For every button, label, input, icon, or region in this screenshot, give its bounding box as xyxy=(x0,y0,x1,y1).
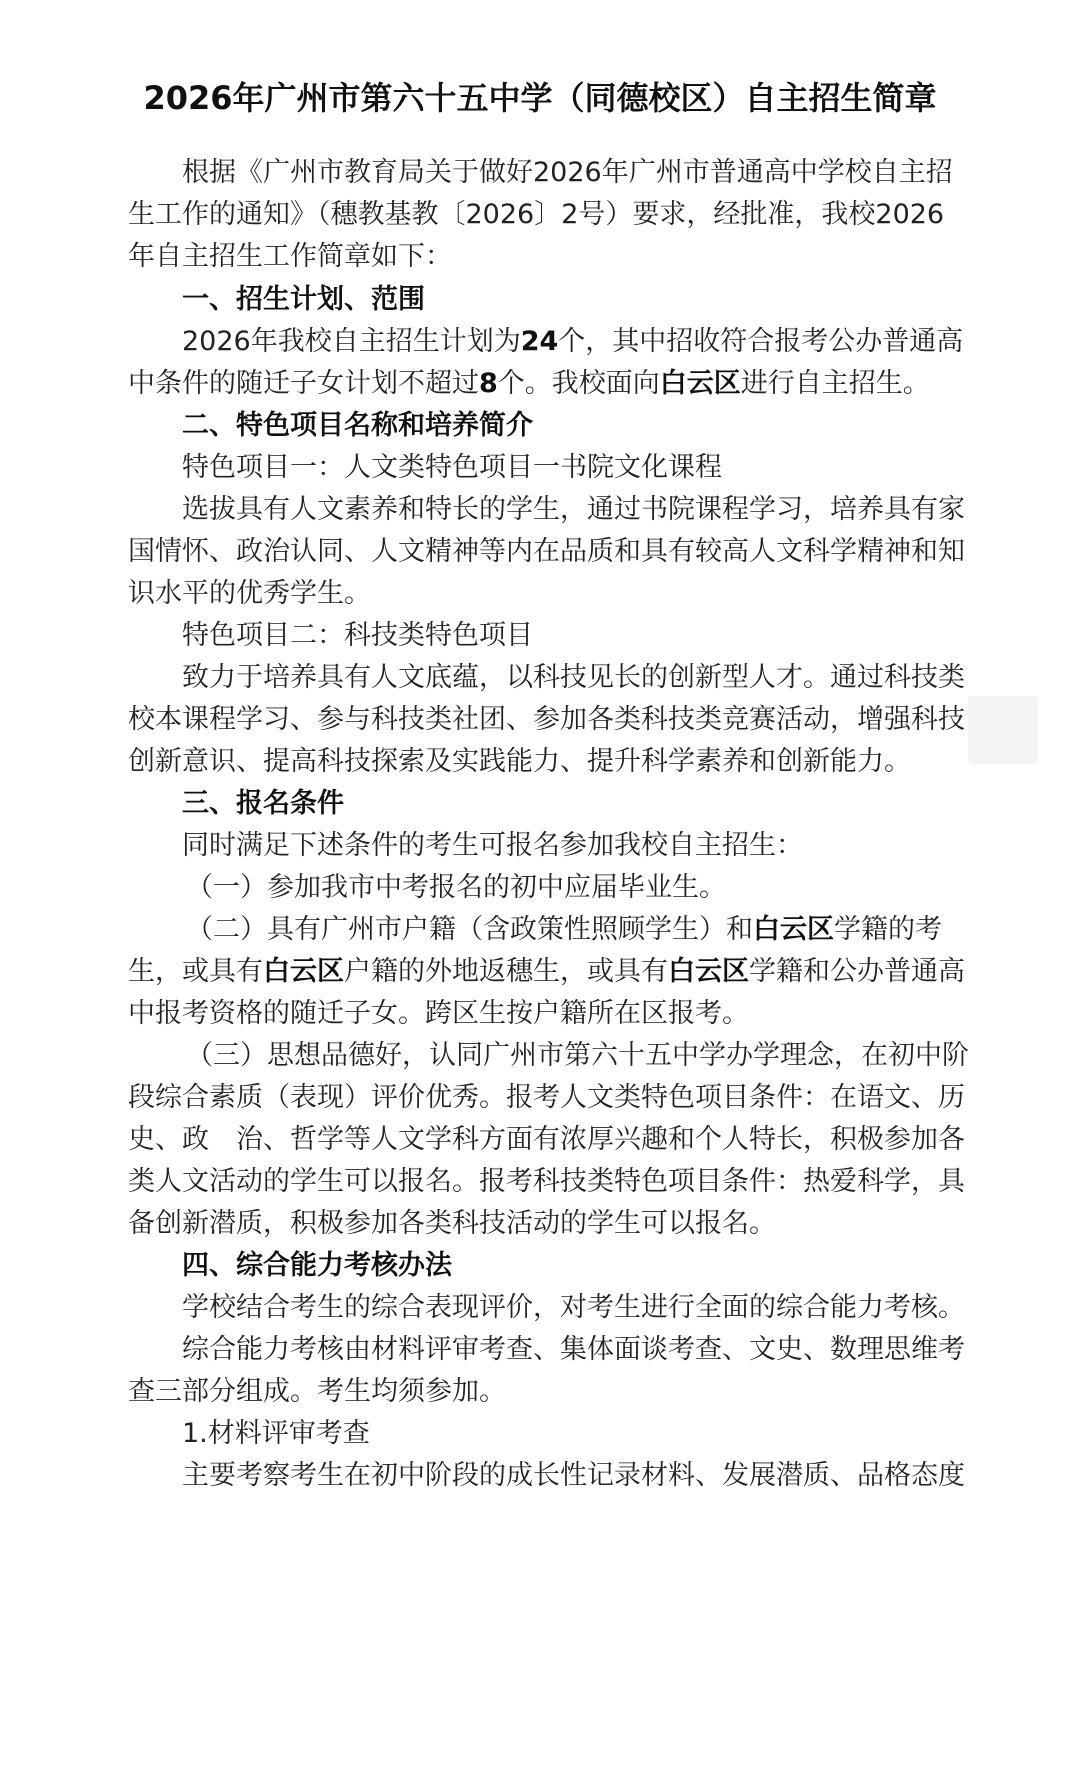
intro-line: 根据《广州市教育局关于做好2026年广州市普通高中学校自主招 xyxy=(182,157,953,188)
paragraph-line xyxy=(128,364,930,404)
condition-item xyxy=(186,910,942,950)
paragraph-line xyxy=(128,952,965,992)
text-span: （二）具有广州市户籍（含政策性照顾学生）和 xyxy=(186,914,753,945)
quota-number: 24 xyxy=(520,326,559,357)
text-span: 学籍和公办普通高 xyxy=(749,956,965,987)
paragraph-line: 备创新潜质，积极参加各类科技活动的学生可以报名。 xyxy=(128,1208,776,1239)
subsection-title: 1.材料评审考查 xyxy=(182,1418,370,1449)
district-name: 白云区 xyxy=(263,956,344,987)
text-span: 学籍的考 xyxy=(834,914,942,945)
section-heading: 一、招生计划、范围 xyxy=(182,284,425,315)
section-heading: 四、综合能力考核办法 xyxy=(182,1250,452,1281)
paragraph-line: 类人文活动的学生可以报名。报考科技类特色项目条件：热爱科学，具 xyxy=(128,1166,965,1197)
paragraph-line: 校本课程学习、参与科技类社团、参加各类科技类竞赛活动，增强科技 xyxy=(128,704,965,735)
text-span: 2026年我校自主招生计划为 xyxy=(182,326,521,357)
paragraph-line: 史、政 治、哲学等人文学科方面有浓厚兴趣和个人特长，积极参加各 xyxy=(128,1124,965,1155)
paragraph-line xyxy=(182,322,963,362)
document-title: 2026年广州市第六十五中学（同德校区）自主招生简章 xyxy=(143,79,937,117)
text-span: 进行自主招生。 xyxy=(740,368,930,399)
text-span: 个。我校面向 xyxy=(497,368,660,399)
paragraph-line: 致力于培养具有人文底蕴，以科技见长的创新型人才。通过科技类 xyxy=(182,662,965,693)
paragraph-line: 创新意识、提高科技探索及实践能力、提升科学素养和创新能力。 xyxy=(128,746,911,777)
text-span: 户籍的外地返穗生，或具有 xyxy=(344,956,668,987)
paragraph-line: 学校结合考生的综合表现评价，对考生进行全面的综合能力考核。 xyxy=(182,1292,965,1323)
section-heading: 二、特色项目名称和培养简介 xyxy=(182,410,533,441)
condition-item: （三）思想品德好，认同广州市第六十五中学办学理念，在初中阶 xyxy=(186,1040,969,1071)
condition-item: （一）参加我市中考报名的初中应届毕业生。 xyxy=(186,872,726,903)
text-span: 个，其中招收符合报考公办普通高 xyxy=(558,326,964,357)
district-name: 白云区 xyxy=(659,368,741,399)
paragraph-line: 主要考察考生在初中阶段的成长性记录材料、发展潜质、品格态度 xyxy=(182,1460,965,1491)
district-name: 白云区 xyxy=(753,914,834,945)
intro-line: 生工作的通知》（穗教基教〔2026〕2号）要求，经批准，我校2026 xyxy=(128,199,945,230)
paragraph-line: 识水平的优秀学生。 xyxy=(128,578,371,609)
quota-number: 8 xyxy=(479,368,498,399)
project-title: 特色项目二：科技类特色项目 xyxy=(182,620,533,651)
scan-artifact xyxy=(968,696,1038,764)
project-title: 特色项目一：人文类特色项目一书院文化课程 xyxy=(182,452,722,483)
paragraph-line: 同时满足下述条件的考生可报名参加我校自主招生： xyxy=(182,830,803,861)
paragraph-line: 查三部分组成。考生均须参加。 xyxy=(128,1376,506,1407)
paragraph-line: 中报考资格的随迁子女。跨区生按户籍所在区报考。 xyxy=(128,998,749,1029)
paragraph-line: 综合能力考核由材料评审考查、集体面谈考查、文史、数理思维考 xyxy=(182,1334,965,1365)
text-span: 生，或具有 xyxy=(128,956,263,987)
intro-line: 年自主招生工作简章如下： xyxy=(128,241,452,272)
paragraph-line: 国情怀、政治认同、人文精神等内在品质和具有较高人文科学精神和知 xyxy=(128,536,965,567)
paragraph-line: 段综合素质（表现）评价优秀。报考人文类特色项目条件：在语文、历 xyxy=(128,1082,965,1113)
section-heading: 三、报名条件 xyxy=(182,788,344,819)
district-name: 白云区 xyxy=(668,956,749,987)
paragraph-line: 选拔具有人文素养和特长的学生，通过书院课程学习，培养具有家 xyxy=(182,494,965,525)
text-span: 中条件的随迁子女计划不超过 xyxy=(128,368,479,399)
